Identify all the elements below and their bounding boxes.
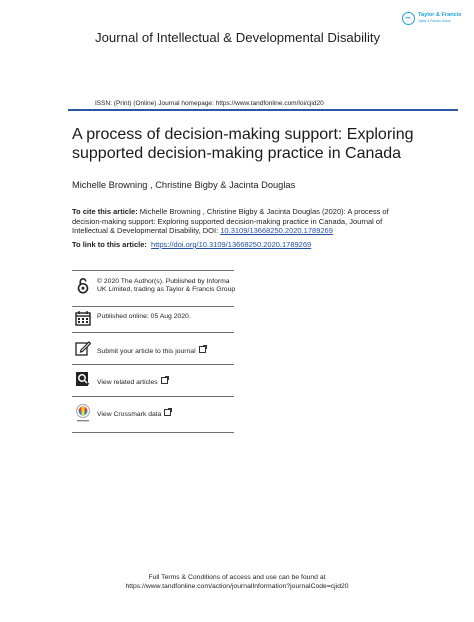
external-link-icon bbox=[199, 346, 206, 353]
published-row bbox=[72, 310, 237, 328]
publisher-logo[interactable] bbox=[402, 10, 472, 32]
article-doi-link[interactable]: https://doi.org/10.3109/13668250.2020.1789269 bbox=[151, 240, 312, 249]
crossmark-icon bbox=[75, 403, 91, 423]
external-link-icon bbox=[164, 409, 171, 416]
citation-block bbox=[72, 207, 412, 236]
publisher-logo-icon bbox=[402, 12, 415, 25]
calendar-icon bbox=[75, 310, 91, 326]
link-label: To link to this article: bbox=[72, 240, 147, 249]
magnifier-icon bbox=[75, 371, 91, 387]
header-divider bbox=[68, 109, 458, 111]
article-title: A process of decision-making support: Exploring supported decision-making practice in Canada bbox=[72, 126, 414, 162]
external-link-icon bbox=[161, 377, 168, 384]
submit-article-row[interactable] bbox=[72, 340, 237, 358]
divider bbox=[72, 332, 234, 333]
crossmark-link[interactable] bbox=[97, 409, 237, 419]
terms-footer bbox=[0, 574, 474, 591]
published-date: Published online: 05 Aug 2020. bbox=[97, 313, 191, 320]
publisher-logo-sub: Taylor & Francis Group bbox=[418, 19, 451, 23]
cite-label: To cite this article: bbox=[72, 207, 138, 216]
cite-doi-link[interactable]: 10.3109/13668250.2020.1789269 bbox=[220, 226, 333, 236]
article-authors: Michelle Browning , Christine Bigby & Jacinta Douglas bbox=[72, 180, 296, 190]
copyright-text: © 2020 The Author(s). Published by Informa UK Limited, trading as Taylor & Francis Group bbox=[97, 278, 236, 293]
pencil-edit-icon bbox=[75, 340, 91, 356]
article-link-line bbox=[72, 240, 412, 249]
divider bbox=[72, 396, 234, 397]
submit-article-label: Submit your article to this journal bbox=[97, 348, 196, 355]
cite-text: Michelle Browning , Christine Bigby & Jacinta Douglas (2020): A process of decision-making support: Exploring supported decision-making practice in Canada, Journal of Intellectual & Developmental Disability, DOI: bbox=[72, 207, 389, 236]
divider bbox=[72, 270, 234, 271]
divider bbox=[72, 432, 234, 433]
journal-title: Journal of Intellectual & Developmental Disability bbox=[95, 30, 381, 45]
related-articles-label: View related articles bbox=[97, 379, 158, 386]
crossmark-label: View Crossmark data bbox=[97, 411, 162, 418]
open-access-row bbox=[72, 277, 237, 305]
related-articles-row[interactable] bbox=[72, 371, 237, 389]
divider bbox=[72, 306, 234, 307]
publisher-logo-name: Taylor & Francis bbox=[418, 12, 462, 18]
submit-article-link[interactable] bbox=[97, 346, 237, 356]
terms-url[interactable]: https://www.tandfonline.com/action/journalInformation?journalCode=cjid20 bbox=[125, 582, 349, 590]
divider bbox=[72, 364, 234, 365]
crossmark-row[interactable] bbox=[72, 403, 237, 425]
open-access-icon bbox=[75, 277, 91, 295]
terms-line: Full Terms & Conditions of access and use can be found at bbox=[148, 574, 326, 581]
related-articles-link[interactable] bbox=[97, 377, 237, 387]
issn-homepage-line[interactable]: ISSN: (Print) (Online) Journal homepage: https://www.tandfonline.com/loi/cjid20 bbox=[95, 100, 324, 107]
